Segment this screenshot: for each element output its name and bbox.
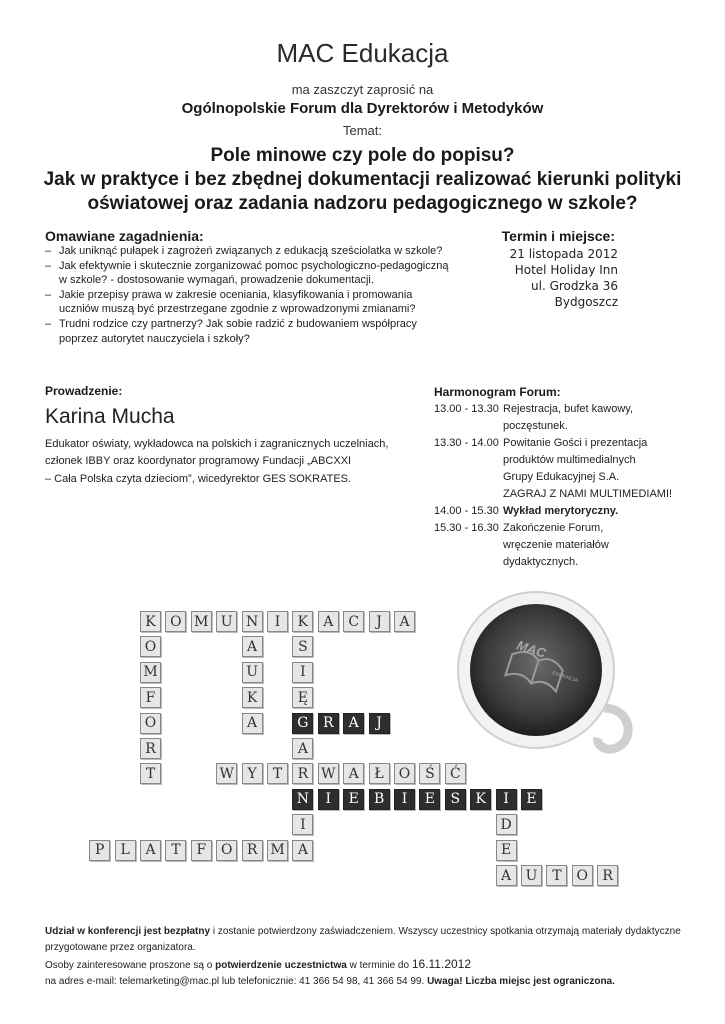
crossword-tile: F xyxy=(191,840,212,861)
crossword-tile: C xyxy=(343,611,364,632)
crossword-tile: O xyxy=(140,636,161,657)
schedule-row xyxy=(434,401,714,435)
lead-bio-line: – Cała Polska czyta dzieciom”, wicedyrektor GES SOKRATES. xyxy=(45,472,352,485)
cup-logo-sub: EDUKACJA xyxy=(551,670,579,685)
crossword-tile: A xyxy=(318,611,339,632)
crossword-tile: I xyxy=(267,611,288,632)
crossword-tile: A xyxy=(343,763,364,784)
footer-free-rest: i zostanie potwierdzony zaświadczeniem. Wszyscy uczestnicy spotkania otrzymają materiały dydaktyczne przygotowane przez organizatora. xyxy=(45,926,681,953)
coffee-cup-image xyxy=(456,590,646,770)
footer-email-text: na adres e-mail: telemarketing@mac.pl lub telefonicznie: 41 366 54 98, 41 366 54 99. xyxy=(45,976,428,987)
schedule-line: poczęstunek. xyxy=(503,420,568,432)
crossword-tile: W xyxy=(216,763,237,784)
schedule-line: produktów multimedialnych xyxy=(503,454,636,466)
topics-title: Omawiane zagadnienia: xyxy=(45,228,204,244)
schedule-line: Powitanie Gości i prezentacja xyxy=(503,437,648,449)
schedule-desc xyxy=(503,435,714,503)
crossword-tile: O xyxy=(140,713,161,734)
schedule-row xyxy=(434,503,714,520)
crossword-tile: W xyxy=(318,763,339,784)
topic-heading xyxy=(0,144,725,216)
topic-item-line: poprzez autorytet nauczyciela i szkoły? xyxy=(59,332,250,345)
crossword-tile: S xyxy=(292,636,313,657)
schedule-desc xyxy=(503,520,714,571)
schedule-desc xyxy=(503,401,714,435)
forum-title: Ogólnopolskie Forum dla Dyrektorów i Metodyków xyxy=(181,100,544,117)
crossword-tile: E xyxy=(496,840,517,861)
crossword-tile: J xyxy=(369,713,390,734)
crossword-tile: A xyxy=(242,636,263,657)
crossword-tile: A xyxy=(292,840,313,861)
event-date: 21 listopada 2012 xyxy=(509,247,618,261)
crossword-tile: K xyxy=(292,611,313,632)
crossword-tile: P xyxy=(89,840,110,861)
topic-item xyxy=(45,244,465,259)
crossword-tile: N xyxy=(242,611,263,632)
crossword-tile: T xyxy=(140,763,161,784)
topic-label: Temat: xyxy=(342,123,382,138)
topic-item-line: uczniów muszą być przestrzegane zgodnie z wprowadzonymi zmianami? xyxy=(59,303,416,316)
crossword-tile: D xyxy=(496,814,517,835)
crossword-tile: M xyxy=(191,611,212,632)
venue-name: Hotel Holiday Inn xyxy=(514,263,618,277)
crossword-tile: T xyxy=(267,763,288,784)
crossword-tile: A xyxy=(394,611,415,632)
crossword-tile: U xyxy=(216,611,237,632)
crossword-tile: R xyxy=(140,738,161,759)
lead-bio-line: Edukator oświaty, wykładowca na polskich i zagranicznych uczelniach, xyxy=(45,438,389,450)
schedule-line: Grupy Edukacyjnej S.A. xyxy=(503,471,620,483)
crossword-tile: K xyxy=(242,687,263,708)
topic-item-line: Jakie przepisy prawa w zakresie oceniania, klasyfikowania i promowania xyxy=(59,288,413,301)
crossword-tile: B xyxy=(369,789,390,810)
crossword-tile: Ś xyxy=(419,763,440,784)
footer-confirm-a: Osoby zainteresowane proszone są o xyxy=(45,960,216,971)
crossword-tile: R xyxy=(597,865,618,886)
crossword-tile: F xyxy=(140,687,161,708)
crossword-tile: U xyxy=(521,865,542,886)
bullet-dash: – xyxy=(45,317,52,330)
footer-free-note: Udział w konferencji jest bezpłatny xyxy=(45,926,211,937)
crossword-tile: I xyxy=(292,662,313,683)
schedule-line: dydaktycznych. xyxy=(503,556,579,568)
crossword-tile: O xyxy=(572,865,593,886)
crossword-tile: R xyxy=(242,840,263,861)
crossword-tile: E xyxy=(521,789,542,810)
bullet-dash: – xyxy=(45,259,52,272)
topic-item xyxy=(45,317,465,346)
crossword-tile: I xyxy=(318,789,339,810)
schedule-row xyxy=(434,435,714,503)
schedule-list xyxy=(434,401,714,571)
schedule-time: 13.00 - 13.30 xyxy=(434,403,499,415)
crossword-tile: I xyxy=(394,789,415,810)
crossword-tile: O xyxy=(165,611,186,632)
schedule-line: Zakończenie Forum, xyxy=(503,522,604,534)
schedule-row xyxy=(434,520,714,571)
crossword-tile: A xyxy=(343,713,364,734)
schedule-line: ZAGRAJ Z NAMI MULTIMEDIAMI! xyxy=(503,488,673,500)
topic-item-line: w szkole? - dostosowanie wymagań, prowadzenie dokumentacji. xyxy=(59,274,374,287)
crossword-tile: M xyxy=(267,840,288,861)
footer-participation xyxy=(45,924,685,956)
topic-line: Jak w praktyce i bez zbędnej dokumentacji realizować kierunki polityki xyxy=(43,169,682,190)
schedule-title: Harmonogram Forum: xyxy=(434,385,561,399)
crossword-tile: A xyxy=(292,738,313,759)
crossword-tile: A xyxy=(496,865,517,886)
crossword-tile: K xyxy=(140,611,161,632)
crossword-tile: L xyxy=(115,840,136,861)
crossword-tile: I xyxy=(496,789,517,810)
lead-name: Karina Mucha xyxy=(45,405,175,428)
venue-street: ul. Grodzka 36 xyxy=(531,279,618,293)
crossword-tile: I xyxy=(292,814,313,835)
bullet-dash: – xyxy=(45,245,52,257)
crossword-tile: Ę xyxy=(292,687,313,708)
schedule-time: 15.30 - 16.30 xyxy=(434,522,499,534)
crossword-tile: G xyxy=(292,713,313,734)
topic-item xyxy=(45,259,465,288)
schedule-line: wręczenie materiałów xyxy=(503,539,609,551)
crossword-tile: O xyxy=(216,840,237,861)
crossword-tile: A xyxy=(242,713,263,734)
crossword-tile: J xyxy=(369,611,390,632)
topics-list xyxy=(45,244,465,346)
brand-title: MAC Edukacja xyxy=(276,38,449,68)
schedule-time: 13.30 - 14.00 xyxy=(434,437,499,449)
footer-deadline-date: 16.11.2012 xyxy=(411,957,472,971)
crossword-tile: O xyxy=(394,763,415,784)
crossword-tile: A xyxy=(140,840,161,861)
place-details xyxy=(480,246,618,310)
footer-contact xyxy=(45,956,685,990)
invite-text: ma zaszczyt zaprosić na xyxy=(291,82,434,97)
crossword-tile: Y xyxy=(242,763,263,784)
crossword-tile: R xyxy=(318,713,339,734)
cup-logo-text: MAC xyxy=(514,637,548,661)
footer-confirm-bold: potwierdzenie uczestnictwa xyxy=(215,960,347,971)
schedule-line: Wykład merytoryczny. xyxy=(503,505,619,517)
crossword-tile: E xyxy=(343,789,364,810)
topic-line: Pole minowe czy pole do popisu? xyxy=(210,145,515,166)
lead-bio xyxy=(45,436,405,488)
footer-confirm-line xyxy=(45,956,685,974)
crossword-tile: S xyxy=(445,789,466,810)
topic-item-line: Jak efektywnie i skutecznie zorganizować pomoc psychologiczno-pedagogiczną xyxy=(59,259,449,272)
footer-limit-warning: Uwaga! Liczba miejsc jest ograniczona. xyxy=(427,976,615,987)
crossword-tile: Ć xyxy=(445,763,466,784)
topic-item xyxy=(45,288,465,317)
place-title: Termin i miejsce: xyxy=(501,228,615,244)
topic-item-line: Jak uniknąć pułapek i zagrożeń związanych z edukacją sześciolatka w szkole? xyxy=(59,245,443,257)
crossword-tile: R xyxy=(292,763,313,784)
lead-bio-line: członek IBBY oraz koordynator programowy Fundacji „ABCXXI xyxy=(45,455,352,468)
schedule-time: 14.00 - 15.30 xyxy=(434,505,499,517)
crossword-tile: U xyxy=(242,662,263,683)
lead-title: Prowadzenie: xyxy=(45,384,123,398)
footer-email-line xyxy=(45,974,685,990)
bullet-dash: – xyxy=(45,288,52,301)
venue-city: Bydgoszcz xyxy=(554,295,618,309)
crossword-tile: K xyxy=(470,789,491,810)
schedule-line: Rejestracja, bufet kawowy, xyxy=(503,403,634,415)
schedule-desc xyxy=(503,503,714,520)
crossword-tile: T xyxy=(165,840,186,861)
topic-line: oświatowej oraz zadania nadzoru pedagogicznego w szkole? xyxy=(87,193,638,214)
crossword-tile: M xyxy=(140,662,161,683)
cup-handle xyxy=(598,708,628,749)
footer-confirm-b: w terminie do xyxy=(346,960,412,971)
crossword-tile: E xyxy=(419,789,440,810)
crossword-tile: T xyxy=(546,865,567,886)
crossword-tile: N xyxy=(292,789,313,810)
topic-item-line: Trudni rodzice czy partnerzy? Jak sobie radzić z budowaniem współpracy xyxy=(59,317,417,330)
crossword-tile: Ł xyxy=(369,763,390,784)
